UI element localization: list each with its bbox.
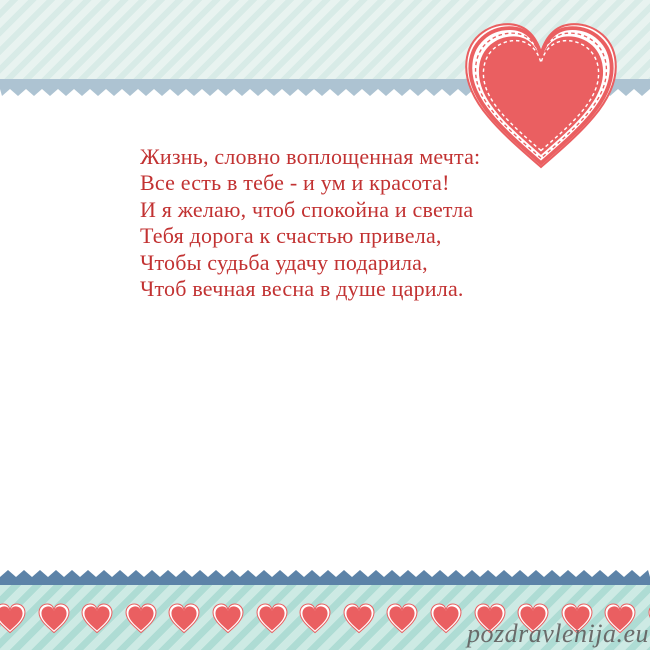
poem-line-6: Чтоб вечная весна в душе царила. (140, 276, 464, 302)
small-heart-icon (210, 602, 246, 636)
poem-line-5: Чтобы судьба удачу подарила, (140, 249, 428, 275)
poem-line-1: Жизнь, словно воплощенная мечта: (140, 144, 481, 169)
small-heart-icon (79, 602, 115, 636)
small-heart-icon (428, 602, 464, 636)
big-heart-icon (452, 14, 630, 184)
small-heart-icon (384, 602, 420, 636)
small-heart-icon (0, 602, 28, 636)
poem-line-2: Все есть в тебе - и ум и красота! (140, 170, 450, 196)
small-heart-icon (123, 602, 159, 636)
poem-text (140, 144, 480, 302)
small-heart-icon (254, 602, 290, 636)
bottom-zigzag-band (0, 570, 650, 585)
poem-line-4: Тебя дорога к счастью привела, (140, 223, 442, 249)
small-heart-icon (297, 602, 333, 636)
small-heart-icon (36, 602, 72, 636)
small-heart-icon (341, 602, 377, 636)
poem-line-3: И я желаю, чтоб спокойна и светла (140, 196, 474, 222)
bottom-zigzag-shape (0, 570, 650, 585)
watermark-text: pozdravlenija.eu (466, 619, 649, 648)
small-heart-icon (166, 602, 202, 636)
